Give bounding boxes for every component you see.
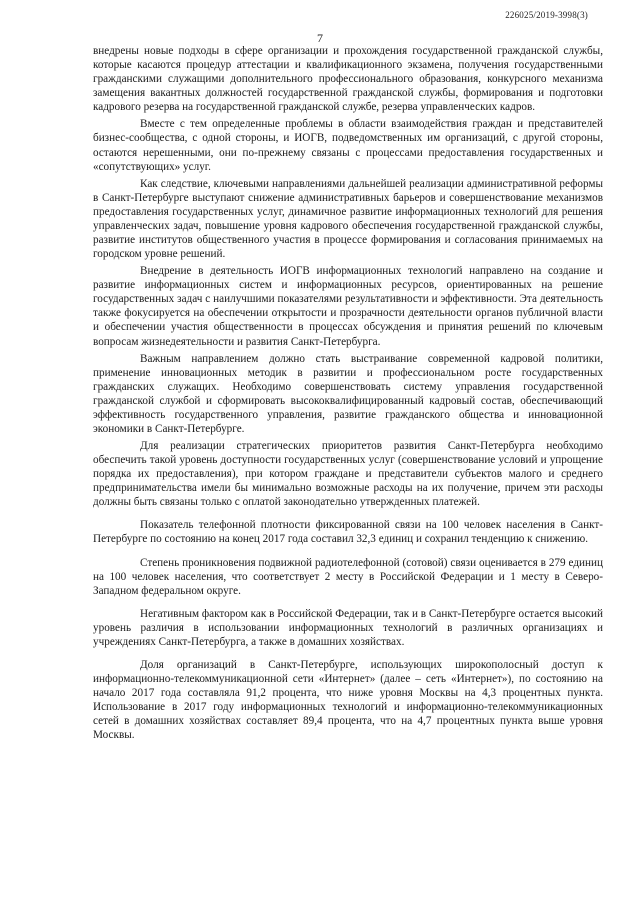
paragraph-5: Важным направлением должно стать выстраивание современной кадровой политики, применение инновационных методик в развитии и профессиональном росте государственных гражданских служащих. Необходимо совершенствовать систему управления государственной гражданской службой и сформировать высококвалифицированный кадровый состав, обеспечивающий эффективность государственного управления, развитие гражданского общества и инновационной экономики в Санкт-Петербурге. [93, 352, 603, 435]
paragraph-4: Внедрение в деятельность ИОГВ информационных технологий направлено на создание и развитие информационных систем и информационных ресурсов, ориентированных на решение государственных задач с наилучшими показателями результативности и эффективности. Эта деятельность также фокусируется на обеспечении открытости и прозрачности деятельности органов публичной власти и обеспечении участия общественности в процессах обсуждения и принятия решений по ключевым вопросам жизнедеятельности и развития Санкт-Петербурга. [93, 265, 603, 348]
paragraph-3: Как следствие, ключевыми направлениями дальнейшей реализации административной реформы в Санкт-Петербурге выступают снижение административных барьеров и совершенствование механизмов предоставления государственных услуг, динамичное развитие информационных технологий для решения управленческих задач, повышение уровня кадрового обеспечения государственной гражданской службы, развитие институтов общественного участия в процессе формирования и согласования принимаемых на городском уровне решений. [93, 177, 603, 261]
document-body [93, 44, 603, 745]
paragraph-7: Показатель телефонной плотности фиксированной связи на 100 человек населения в Санкт-Петербурге по состоянию на конец 2017 года составил 32,3 единиц и сохранил тенденцию к снижению. [93, 519, 603, 546]
paragraph-9: Негативным фактором как в Российской Федерации, так и в Санкт-Петербурге остается высокий уровень различия в использовании информационных технологий в различных организациях и учреждениях Санкт-Петербурга, а также в домашних хозяйствах. [93, 607, 603, 648]
paragraph-8: Степень проникновения подвижной радиотелефонной (сотовой) связи оценивается в 279 единиц на 100 человек населения, что соответствует 2 месту в Российской Федерации и 1 месту в Северо-Западном федеральном округе. [93, 556, 603, 597]
paragraph-6: Для реализации стратегических приоритетов развития Санкт-Петербурга необходимо обеспечить такой уровень доступности государственных услуг (совершенствование условий и упрощение порядка их предоставления), при котором граждане и представители субъектов малого и среднего предпринимательства имели бы минимально возможные расходы на их получение, причем эти расходы должны быть связаны только с оплатой законодательно утвержденных платежей. [93, 440, 603, 509]
paragraph-1: внедрены новые подходы в сфере организации и прохождения государственной гражданской службы, которые касаются процедур аттестации и квалификационного экзамена, получения государственными гражданскими служащими дополнительного профессионального образования, конкурсного механизма замещения вакантных должностей государственной гражданской службы, формирования и подготовки кадрового резерва на государственной гражданской службе, резерва управленческих кадров. [93, 45, 603, 114]
paragraph-10: Доля организаций в Санкт-Петербурге, использующих широкополосный доступ к информационно-телекоммуникационной сети «Интернет» (далее – сеть «Интернет»), по состоянию на начало 2017 года составляла 91,2 процента, что ниже уровня Москвы на 4,3 процентных пункта. Использование в 2017 году информационных технологий и информационно-телекоммуникационных сетей в домашних хозяйствах составляет 89,4 процента, что на 4,7 процентных пункта выше уровня Москвы. [93, 658, 603, 742]
document-id: 226025/2019-3998(3) [505, 10, 588, 20]
page-number: 7 [317, 31, 323, 45]
paragraph-2: Вместе с тем определенные проблемы в области взаимодействия граждан и представителей бизнес-сообщества, с одной стороны, и ИОГВ, подведомственных им организаций, с другой стороны, остаются нерешенными, они по-прежнему связаны с процессами предоставления государственных и «сопутствующих» услуг. [93, 118, 603, 173]
